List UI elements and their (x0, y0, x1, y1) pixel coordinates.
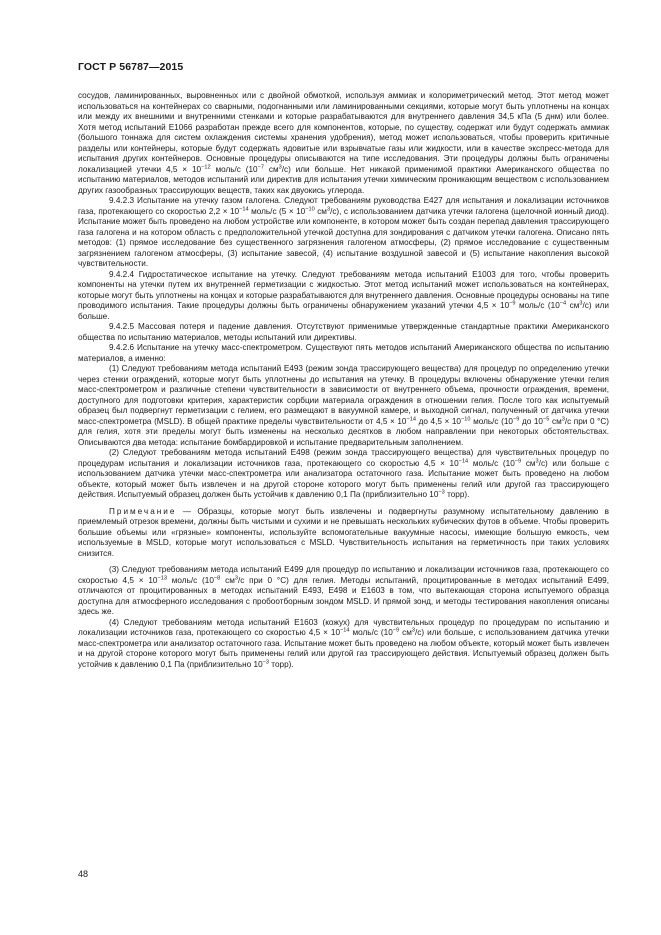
paragraph-method-4: (4) Следуют требованиям метода испытаний E1603 (кожух) для чувствительных процедур по процедурам по испытанию и локализации источников газа, протекающего со скоростью $4,5 \times 10^{-14}$ моль/с ($10^{-9}$ $см^3/с$) или больше, с использованием датчика утечки масс-спектрометра или анализатор остаточного газа. Испытание может быть проведено на любом объекте, который может быть извлечен и на другой стороне которого могут быть применены гелий или другой газ трассирующего действия. Испытуемый образец должен быть устойчив к давлению 0,1 Па (приблизительно $10^{-3}$ торр). (78, 617, 609, 669)
paragraph-continuation: сосудов, ламинированных, выровненных или с двойной обмоткой, используя аммиак и колориметрический метод. Этот метод может использоваться на контейнерах со сварными, подогнанными или ламинированными секциями, которые могут быть уплотнены на концах или между их внешними и внутренними стенками и которые разрабатываются для внутреннего давления 34,5 кПа (5 днм) или более. Хотя метод испытаний E1066 разработан прежде всего для компонентов, которые, по существу, содержат или будут содержать аммиак (большого тоннажа для систем охлаждения системы хранения удобрения), метод может использоваться, чтобы проверить критичные разделы или контейнеры, которые будут содержать ядовитые или взрывчатые газы или жидкости, или в качестве экспресс-метода для испытания других контейнеров. Основные процедуры описываются на типе исследования. Эти процедуры должны быть ограничены локализацией утечки $4,5 \times 10^{-12}$ моль/с ($10^{-7}$ $см^3/с$) или больше. Нет никакой применимой практики Американского общества по испытанию материалов, методов испытаний или директив для испытания утечки химическим проникающим веществом с использованием других газообразных трассирующих веществ, таких как двуокись углерода. (78, 91, 609, 195)
paragraph-9-4-2-3: 9.4.2.3 Испытание на утечку газом галогена. Следуют требованиям руководства E427 для испытания и локализации источников газа, протекающего со скоростью $2,2 \times 10^{-14}$ моль/с ($5 \times 10^{-10}$ $см^3/с$), с использованием датчика утечки галогена (щелочной ионный диод). Испытание может быть проведено на любом устройстве или компоненте, в котором может быть создан перепад давления трассирующего газа галогена и на котором область с предположительной утечкой доступна для зондирования с датчиком утечки галогена. Описано пять методов: (1) прямое исследование без существенного загрязнения галогеном атмосферы, (2) прямое исследование с существенным загрязнением галогеном атмосферы, (3) испытание завесой, (4) испытание воздушной завесой и (5) испытание накопления высокой чувствительности. (78, 196, 610, 268)
note-label: Примечание (109, 506, 177, 516)
note-paragraph: Примечание — Образцы, которые могут быть извлечены и подвергнуты разумному испытательному давлению в приемлемый отрезок времени, должны быть чистыми и сухими и не превышать нескольких кубических футов в объеме. Чтобы проверить большие объемы или «грязные» компоненты, используйте вспомогательные вакуумные насосы, имеющие большую емкость, чем используемые в MSLD, которые могут использоваться с MSLD. Чувствительность испытания на герметичность при таких условиях снизится. (78, 506, 609, 558)
page-number: 48 (78, 869, 89, 879)
paragraph-9-4-2-4: 9.4.2.4 Гидростатическое испытание на утечку. Следуют требованиям метода испытаний E1003 для того, чтобы проверить компоненты на утечки путем их внутренней герметизации с жидкостью. Этот метод испытаний может использоваться на контейнерах, которые могут быть уплотнены на концах и которые разрабатываются для внутреннего давления. Основные процедуры основаны на типе проводимого испытания. Такие процедуры должны быть ограничены обнаружением указаний утечки $4,5 \times 10^{-9}$ моль/с ($10^{-4}$ $см^3/с$) или больше. (78, 269, 610, 321)
paragraph-method-2: (2) Следуют требованиям метода испытаний E498 (режим зонда трассирующего вещества) для чувствительных процедур по процедурам испытания и локализации источников газа, протекающего со скоростью $4,5 \times 10^{-14}$ моль/с ($10^{-9}$ $см^3/с$) или больше с использованием датчика утечки масс-спектрометра или анализатора остаточного газа. Испытание может быть проведено на любом объекте, который может быть извлечен и на другой стороне которого могут быть применены гелий или другой газ трассирующего действия. Испытуемый образец должен быть устойчив к давлению 0,1 Па (приблизительно $10^{-3}$ торр). (78, 448, 610, 499)
paragraph-9-4-2-6: 9.4.2.6 Испытание на утечку масс-спектрометром. Существуют пять методов испытаний Американского общества по испытанию материалов, а именно: (78, 343, 609, 363)
paragraph-9-4-2-5: 9.4.2.5 Массовая потеря и падение давления. Отсутствуют применимые утвержденные стандартные практики Американского общества по испытанию материалов, методы испытаний или директивы. (78, 322, 609, 342)
paragraph-method-1: (1) Следуют требованиям метода испытаний E493 (режим зонда трассирующего вещества) для процедур по определению утечки через стенки ограждений, которые могут быть уплотнены до испытания на утечку. В процедуры включены обнаружение утечки гелия масс-спектрометром и различные степени чувствительности в зависимости от внутреннего объема, прочности ограждения, времени, доступного для подготовки критерия, характеристик сорбции материала ограждения в отношении гелия. После того как испытуемый образец был подвергнут герметизации с гелием, его размещают в вакуумной камере, и выходной сигнал, полученный от датчика утечки масс-спектрометра (MSLD). В общей практике пределы чувствительности от $4,5 \times 10^{-14}$ до $4,5 \times 10^{-10}$ моль/с ($10^{-9}$ до $10^{-5}$ $см^3/с$ при 0 °С) для гелия, хотя эти пределы могут быть изменены на несколько десятков в любом направлении при некоторых обстоятельствах. Описываются два метода: испытание бомбардировкой и испытание предварительным заполнением. (78, 364, 610, 447)
paragraph-method-3: (3) Следуют требованиям метода испытаний E499 для процедур по испытанию и локализации источников газа, протекающего со скоростью $4,5 \times 10^{-13}$ моль/с ($10^{-8}$ $см^3/с$ при 0 °С) для гелия. Методы испытаний, процитированные в методах испытаний E499, отличаются от процитированных в методах испытаний E493, E498 и E1603 в том, что вытекающая сторона испытуемого образца доступна для атмосферного исследования с пробоотборным зондом MSLD. И прямой зонд, и методы тестирования накопления описаны здесь же. (78, 565, 610, 616)
page-body (78, 91, 609, 670)
document-header: ГОСТ Р 56787—2015 (78, 61, 184, 73)
